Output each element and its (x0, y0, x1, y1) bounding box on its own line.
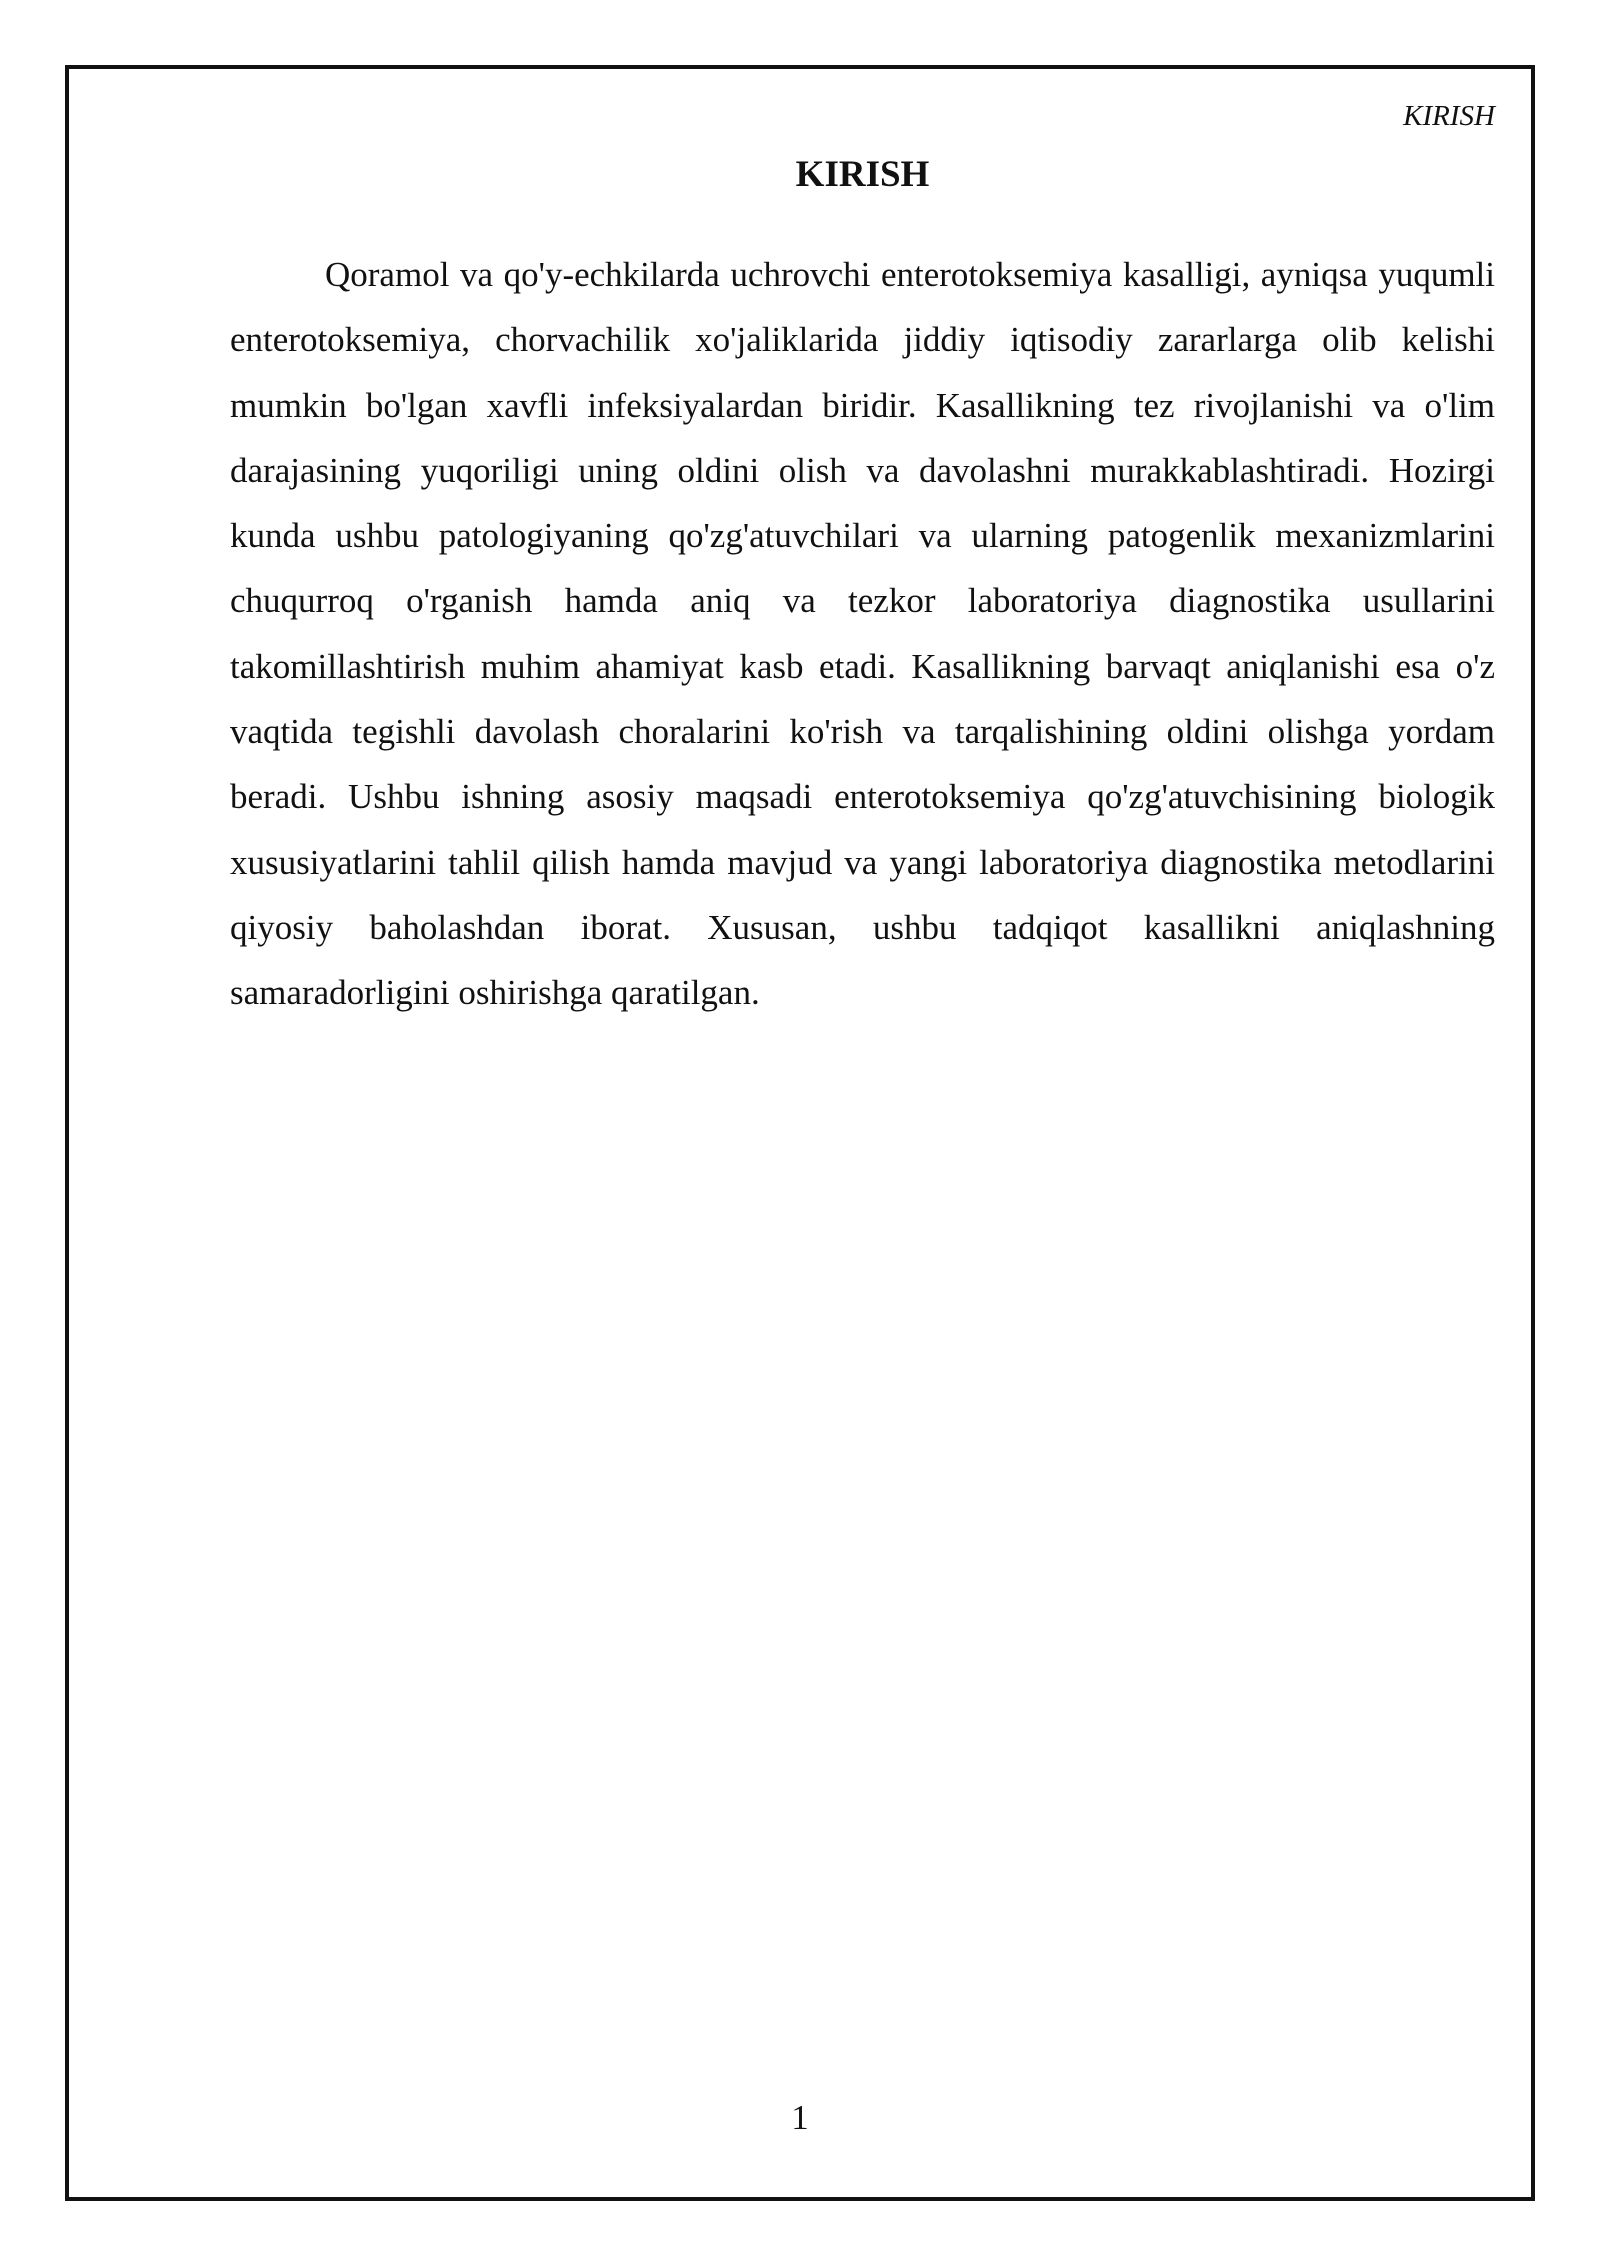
page-title: KIRISH (795, 154, 930, 195)
page-number: 1 (791, 2098, 809, 2137)
body-paragraph: Qoramol va qo'y-echkilarda uchrovchi enterotoksemiya kasalligi, ayniqsa yuqumli enterotoksemiya, chorvachilik xo'jaliklarida jiddiy iqtisodiy zararlarga olib kelishi mumkin bo'lgan xavfli infeksiyalardan biridir. Kasallikning tez rivojlanishi va o'lim darajasining yuqoriligi uning oldini olish va davolashni murakkablashtiradi. Hozirgi kunda ushbu patologiyaning qo'zg'atuvchilari va ularning patogenlik mexanizmlarini chuqurroq o'rganish hamda aniq va tezkor laboratoriya diagnostika usullarini takomillashtirish muhim ahamiyat kasb etadi. Kasallikning barvaqt aniqlanishi esa o'z vaqtida tegishli davolash choralarini ko'rish va tarqalishining oldini olishga yordam beradi. Ushbu ishning asosiy maqsadi enterotoksemiya qo'zg'atuvchisining biologik xususiyatlarini tahlil qilish hamda mavjud va yangi laboratoriya diagnostika metodlarini qiyosiy baholashdan iborat. Xususan, ushbu tadqiqot kasallikni aniqlashning samaradorligini oshirishga qaratilgan. (230, 255, 1495, 1013)
running-header: KIRISH (1403, 100, 1495, 132)
